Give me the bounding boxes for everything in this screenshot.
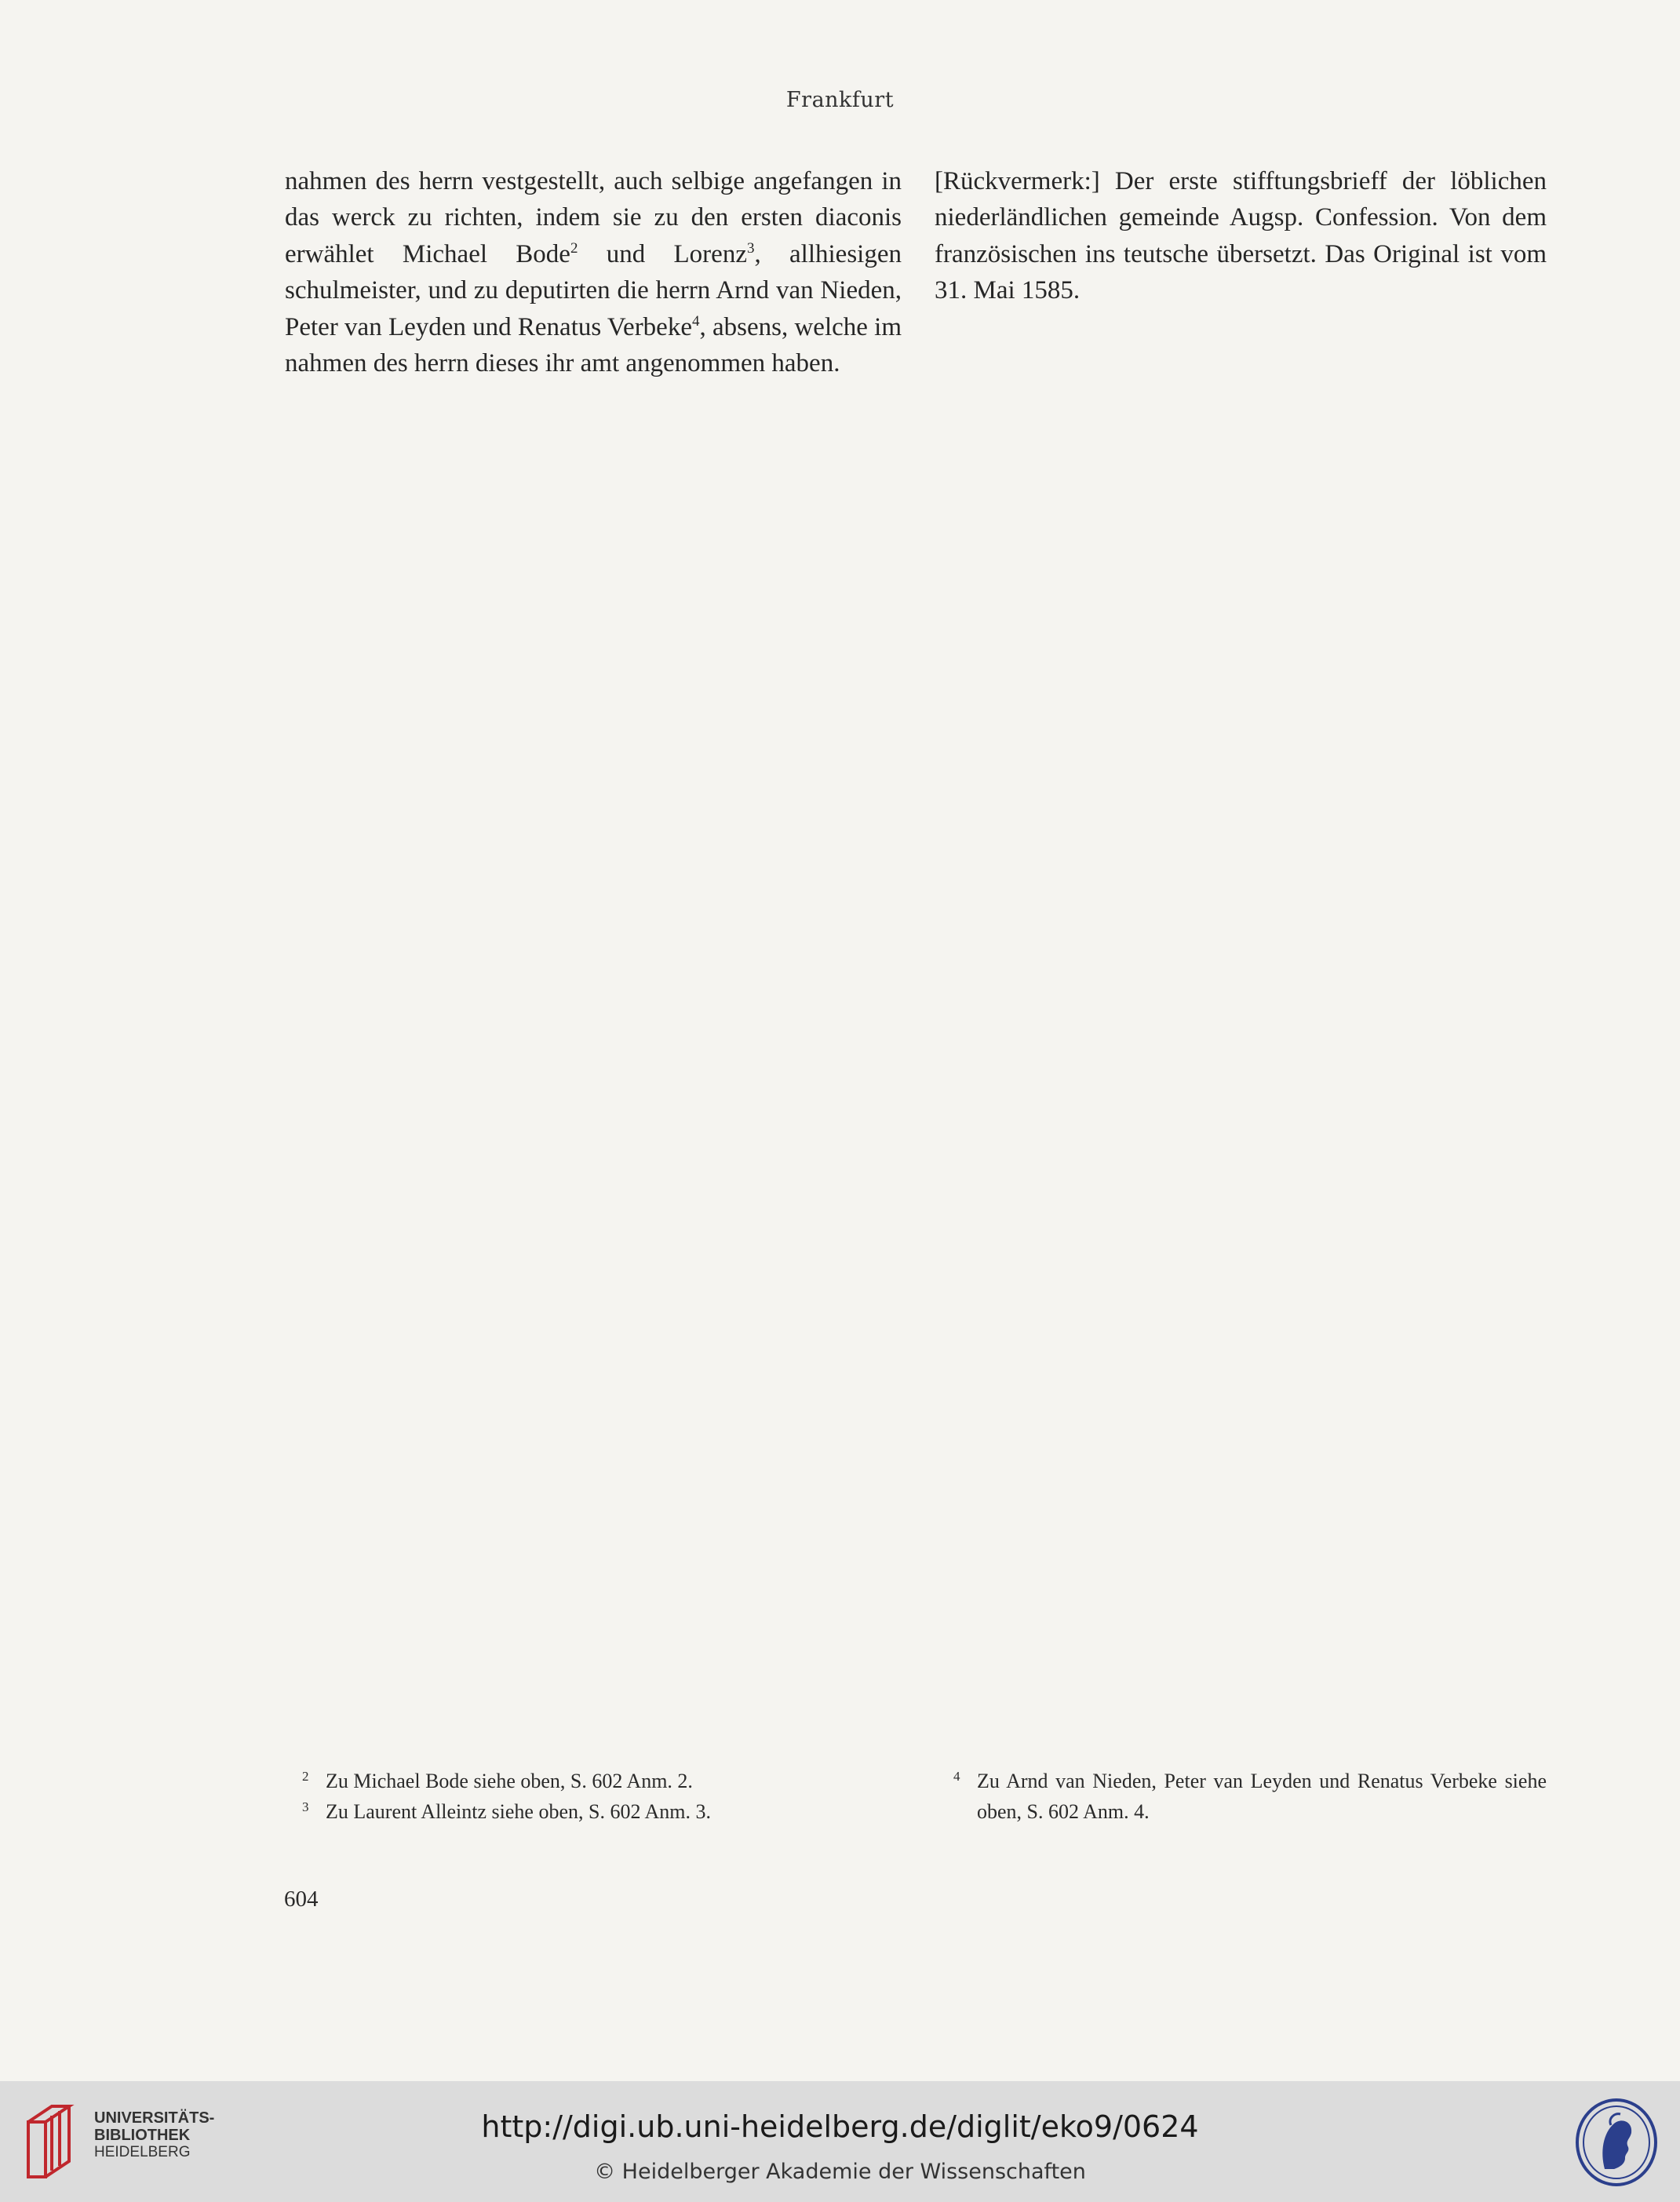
footnote [302,1766,906,1796]
footnote-number: 2 [302,1769,309,1784]
body-text: , allhiesigen schulmeister, und zu deputirten die herrn Arnd van Nieden, Peter van Leyden und Renatus Verbeke [285,239,902,341]
footnote-ref[interactable]: 2 [570,239,578,257]
footnote-number: 3 [302,1799,309,1814]
body-column-right [935,163,1547,309]
page-number: 604 [284,1887,319,1912]
footnotes-left [302,1766,906,1827]
body-column-left [285,163,902,381]
footnotes-right [953,1766,1547,1827]
footnote [302,1796,906,1827]
footnote-number: 4 [953,1769,960,1784]
logo-line: BIBLIOTHEK [94,2127,191,2144]
logo-line: UNIVERSITÄTS- [94,2109,215,2127]
footnote-text: Zu Arnd van Nieden, Peter van Leyden und Renatus Verbeke siehe oben, S. 602 Anm. 4. [977,1770,1547,1823]
footnote-text: Zu Michael Bode siehe oben, S. 602 Anm. 2. [326,1770,693,1792]
copyright-notice: © Heidelberger Akademie der Wissenschaften [594,2160,1086,2184]
academy-seal-icon[interactable] [1573,2097,1660,2188]
running-head: Frankfurt [785,88,895,112]
body-text: und Lorenz [578,239,747,268]
logo-line: HEIDELBERG [94,2144,191,2160]
permalink-url[interactable]: http://digi.ub.uni-heidelberg.de/diglit/eko9/0624 [481,2109,1199,2144]
footer-bar [0,2081,1680,2202]
footnote-ref[interactable]: 4 [691,312,700,330]
footnote [953,1766,1547,1827]
endorsement-text: [Rückvermerk:] Der erste stifftungsbrieff der löblichen niederländlichen gemeinde Augsp. Confession. Von dem französischen ins teutsche übersetzt. Das Original ist vom 31. Mai 1585. [935,167,1547,305]
footnote-text: Zu Laurent Alleintz siehe oben, S. 602 Anm. 3. [326,1800,712,1823]
body-text: nahmen des herrn vestgestellt, auch selbige angefangen in das werck zu richten, indem sie zu den ersten diaconis erwählet Michael Bode [285,167,902,268]
body-text: , absens, welche im nahmen des herrn dieses ihr amt angenommen haben. [285,312,902,378]
footnote-ref[interactable]: 3 [746,239,755,257]
